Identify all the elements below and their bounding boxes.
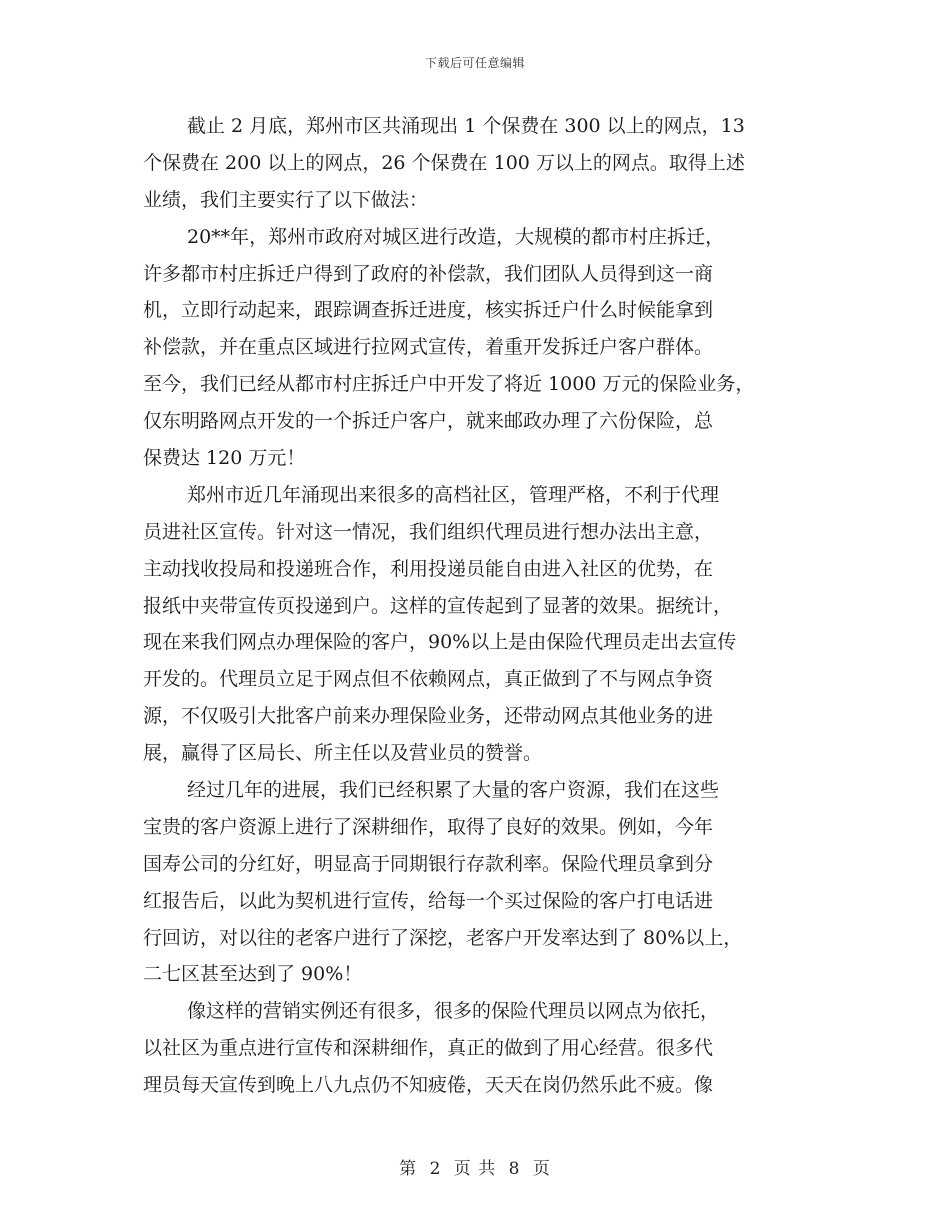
text-line: 业绩，我们主要实行了以下做法： (143, 188, 429, 211)
text-line: 许多都市村庄拆迁户得到了政府的补偿款，我们团队人员得到这一商 (143, 262, 714, 285)
text-line: 个保费在 200 以上的网点，26 个保费在 100 万以上的网点。取得上述 (143, 151, 745, 174)
text-line: 宝贵的客户资源上进行了深耕细作，取得了良好的效果。例如，今年 (143, 815, 714, 838)
text-line: 像这样的营销实例还有很多，很多的保险代理员以网点为依托， (187, 1000, 720, 1023)
text-line: 理员每天宣传到晚上八九点仍不知疲倦，天天在岗仍然乐此不疲。像 (143, 1074, 714, 1097)
text-line: 二七区甚至达到了 90%！ (143, 963, 363, 986)
text-line: 仅东明路网点开发的一个拆迁户客户，就来邮政办理了六份保险，总 (143, 410, 714, 433)
text-line: 开发的。代理员立足于网点但不依赖网点，真正做到了不与网点争资 (143, 668, 714, 691)
text-line: 截止 2 月底，郑州市区共涌现出 1 个保费在 300 以上的网点，13 (187, 115, 745, 137)
footer-current-page: 2 (429, 1159, 442, 1179)
text-line: 经过几年的进展，我们已经积累了大量的客户资源，我们在这些 (187, 779, 720, 802)
text-line: 现在来我们网点办理保险的客户，90%以上是由保险代理员走出去宣传 (143, 631, 737, 654)
text-line: 行回访，对以往的老客户进行了深挖，老客户开发率达到了 80%以上， (143, 926, 743, 949)
footer-total-pages: 8 (508, 1159, 521, 1179)
text-line: 报纸中夹带宣传页投递到户。这样的宣传起到了显著的效果。据统计， (143, 594, 733, 617)
text-line: 展，赢得了区局长、所主任以及营业员的赞誉。 (143, 742, 543, 765)
text-line: 以社区为重点进行宣传和深耕细作，真正的做到了用心经营。很多代 (143, 1037, 714, 1060)
footer-middle: 页 共 (453, 1159, 497, 1179)
text-line: 源，不仅吸引大批客户前来办理保险业务，还带动网点其他业务的进 (143, 705, 714, 728)
text-line: 郑州市近几年涌现出来很多的高档社区，管理严格，不利于代理 (187, 483, 720, 506)
page-header: 下载后可任意编辑 (424, 56, 525, 70)
text-line: 国寿公司的分红好，明显高于同期银行存款利率。保险代理员拿到分 (143, 852, 714, 875)
text-line: 补偿款，并在重点区域进行拉网式宣传，着重开发拆迁户客户群体。 (143, 336, 714, 359)
text-line: 红报告后，以此为契机进行宣传，给每一个买过保险的客户打电话进 (143, 889, 714, 912)
footer-suffix: 页 (532, 1159, 551, 1179)
text-line: 至今，我们已经从都市村庄拆迁户中开发了将近 1000 万元的保险业务， (143, 373, 755, 396)
text-line: 机，立即行动起来，跟踪调查拆迁进度，核实拆迁户什么时候能拿到 (143, 299, 714, 322)
text-line: 保费达 120 万元！ (143, 447, 306, 470)
footer-prefix: 第 (399, 1159, 418, 1179)
text-line: 员进社区宣传。针对这一情况，我们组织代理员进行想办法出主意， (143, 520, 714, 543)
text-line: 20**年，郑州市政府对城区进行改造，大规模的都市村庄拆迁， (187, 225, 725, 248)
page-footer (0, 1154, 950, 1179)
document-body (143, 108, 815, 1104)
text-line: 主动找收投局和投递班合作，利用投递员能自由进入社区的优势，在 (143, 557, 714, 580)
